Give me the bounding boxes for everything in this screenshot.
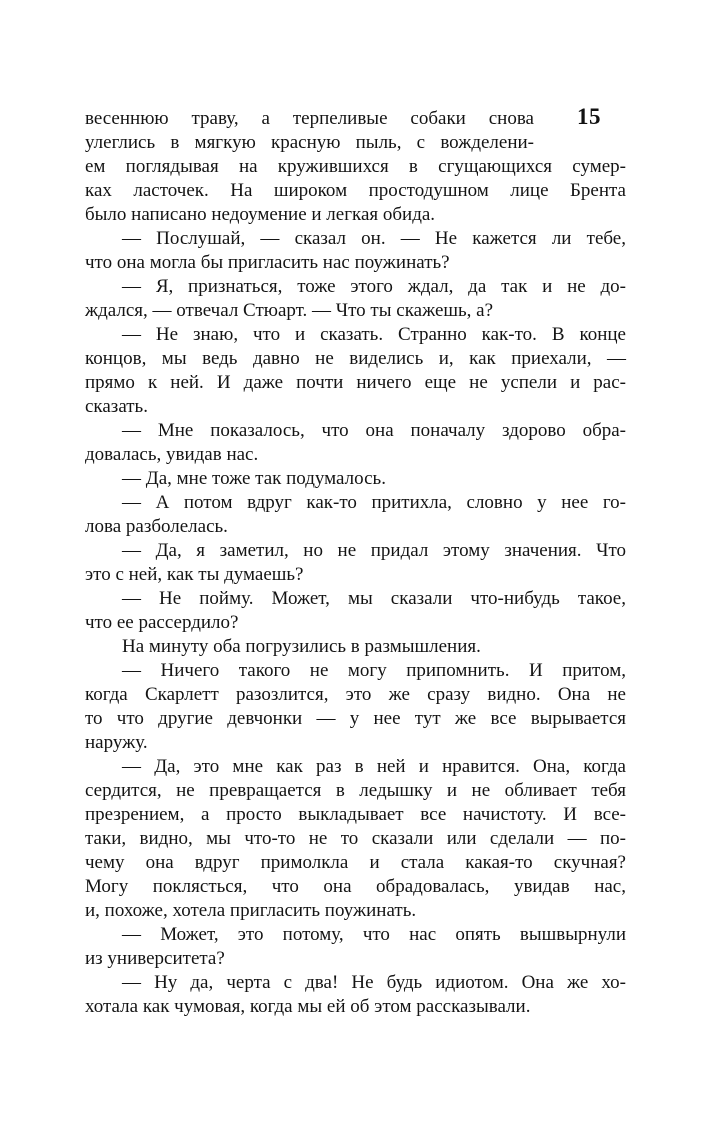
text-line: сердится, не превращается в ледышку и не обливает тебя [85,780,626,801]
text-line: — Да, мне тоже так подумалось. [122,468,386,489]
paragraph [85,971,626,1019]
text-line: — Послушай, — сказал он. — Не кажется ли тебе, [122,228,626,249]
text-line: то что другие девчонки — у нее тут же все вырывается [85,708,626,729]
text-line: и, похоже, хотела пригласить поужинать. [85,900,417,921]
text-line: презрением, а просто выкладывает все начистоту. И все- [85,804,626,825]
text-line: — Может, это потому, что нас опять вышвырнули [122,924,626,945]
text-line: На минуту оба погрузились в размышления. [122,636,481,657]
text-line: ем поглядывая на кружившихся в сгущающихся сумер- [85,156,626,177]
text-line: из университета? [85,948,225,969]
text-line: — Да, я заметил, но не придал этому значения. Что [122,540,626,561]
paragraph [85,587,626,635]
text-line: сказать. [85,396,148,417]
paragraph [85,107,626,227]
paragraph [85,419,626,467]
paragraph [85,275,626,323]
paragraph [85,923,626,971]
text-line: что ее рассердило? [85,612,239,633]
text-line: было написано недоумение и легкая обида. [85,204,436,225]
text-line: — Ничего такого не могу припомнить. И притом, [122,660,626,681]
paragraph [85,227,626,275]
text-line: концов, мы ведь давно не виделись и, как приехали, — [85,348,626,369]
text-line: это с ней, как ты думаешь? [85,564,304,585]
text-line: когда Скарлетт разозлится, это же сразу видно. Она не [85,684,626,705]
text-line: — Я, признаться, тоже этого ждал, да так и не до- [122,276,626,297]
paragraph [85,755,626,923]
text-line: весеннюю траву, а терпеливые собаки снова [85,108,534,129]
text-line: лова разболелась. [85,516,228,537]
paragraph [85,539,626,587]
text-line: довалась, увидав нас. [85,444,259,465]
paragraph [85,323,626,419]
text-line: прямо к ней. И даже почти ничего еще не успели и рас- [85,372,626,393]
text-line: Могу поклясться, что она обрадовалась, увидав нас, [85,876,626,897]
page-number: 15 [577,104,601,129]
paragraph [85,491,626,539]
text-line: хотала как чумовая, когда мы ей об этом рассказывали. [85,996,531,1017]
paragraph [85,467,626,491]
text-line: таки, видно, мы что-то не то сказали или сделали — по- [85,828,626,849]
text-line: — Мне показалось, что она поначалу здорово обра- [122,420,626,441]
text-line: что она могла бы пригласить нас поужинать? [85,252,450,273]
text-line: — А потом вдруг как-то притихла, словно у нее го- [122,492,626,513]
paragraph [85,635,626,659]
text-line: ках ласточек. На широком простодушном лице Брента [85,180,626,201]
text-line: — Ну да, черта с два! Не будь идиотом. Она же хо- [122,972,626,993]
page-text [85,107,626,1019]
text-line: наружу. [85,732,148,753]
text-line: чему она вдруг примолкла и стала какая-то скучная? [85,852,626,873]
paragraph [85,659,626,755]
text-line: — Да, это мне как раз в ней и нравится. Она, когда [122,756,626,777]
text-line: ждался, — отвечал Стюарт. — Что ты скажешь, а? [85,300,494,321]
text-line: улеглись в мягкую красную пыль, с вожделени- [85,132,534,153]
text-line: — Не знаю, что и сказать. Странно как-то. В конце [122,324,626,345]
text-line: — Не пойму. Может, мы сказали что-нибудь такое, [122,588,626,609]
